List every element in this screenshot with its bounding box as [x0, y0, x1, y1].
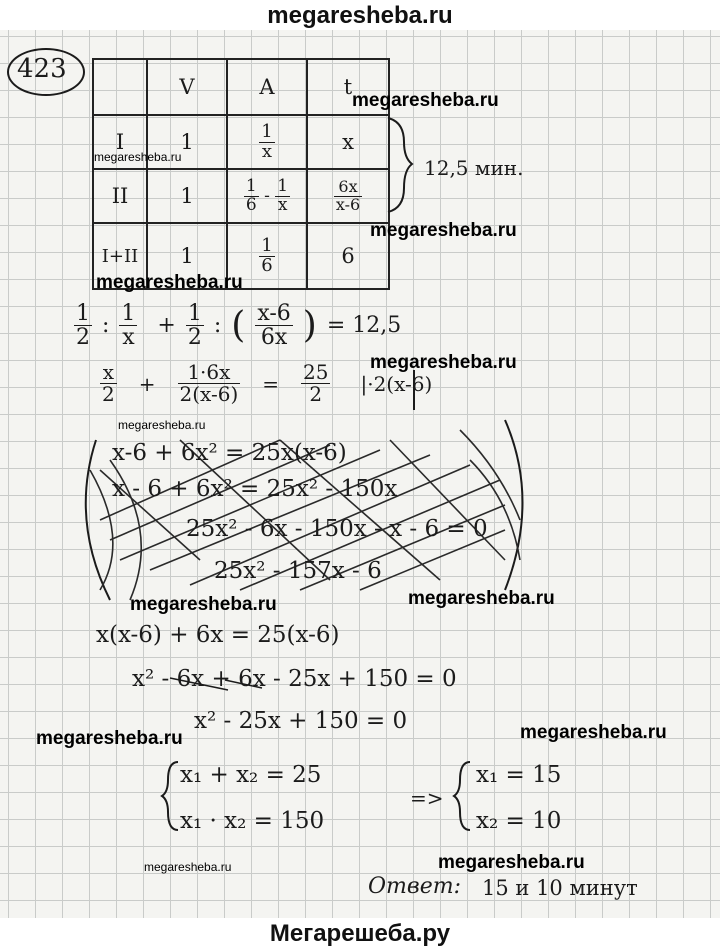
- site-header[interactable]: megaresheba.ru: [267, 2, 453, 29]
- table-header-t: t: [307, 59, 389, 115]
- site-footer[interactable]: Мегарешеба.ру: [269, 920, 451, 947]
- brace-note: 12,5 мин.: [424, 156, 524, 180]
- watermark[interactable]: megaresheba.ru: [438, 852, 585, 873]
- frac-den: 2: [76, 325, 90, 351]
- equation-1: [74, 302, 401, 349]
- task-number: 423: [17, 54, 67, 84]
- frac-num: 1: [261, 234, 273, 256]
- implies-arrow: =>: [410, 786, 444, 810]
- operator: :: [213, 313, 222, 339]
- cell-t: x: [307, 115, 389, 169]
- solution-line-1: x(x-6) + 6x = 25(x-6): [96, 622, 340, 648]
- frac-den: 6: [245, 194, 257, 215]
- answer-value: 15 и 10 минут: [482, 876, 638, 900]
- crossed-line: 25x² - 6x - 150x - x - 6 = 0: [186, 516, 488, 542]
- table-header-v: V: [147, 59, 227, 115]
- roots-brace: [454, 762, 470, 830]
- frac-den: 2: [102, 382, 115, 406]
- crossed-line: 25x² - 157x - 6: [214, 558, 382, 584]
- frac-num: 1: [121, 301, 136, 326]
- root-1: x₁ = 15: [476, 762, 562, 788]
- frac-num: 1: [277, 175, 289, 196]
- frac-num: x-6: [257, 301, 291, 326]
- frac-den: 2: [309, 382, 323, 406]
- crossed-line: x-6 + 6x² = 25x(x-6): [112, 440, 347, 466]
- multiplier: |·2(x-6): [360, 371, 433, 396]
- cell-v: 1: [147, 223, 227, 289]
- frac-den: x: [277, 194, 288, 215]
- frac-den: 6: [261, 254, 273, 276]
- operator: +: [138, 371, 156, 396]
- frac-num: x: [100, 362, 117, 384]
- watermark[interactable]: megaresheba.ru: [96, 272, 243, 293]
- cell-v: 1: [147, 169, 227, 223]
- cell-v: 1: [147, 115, 227, 169]
- row-label: II: [93, 169, 147, 223]
- watermark[interactable]: megaresheba.ru: [130, 594, 277, 615]
- watermark[interactable]: megaresheba.ru: [144, 860, 232, 874]
- frac-den: 2: [187, 325, 202, 351]
- frac-num: 1: [261, 120, 273, 142]
- row-label: I: [93, 115, 147, 169]
- solution-line-3: x² - 25x + 150 = 0: [194, 708, 408, 734]
- paren-close: ): [302, 305, 317, 347]
- frac-num: 6x: [334, 179, 362, 197]
- frac-den: x-6: [335, 194, 361, 214]
- cell-t: 6: [307, 223, 389, 289]
- rhs: = 12,5: [326, 313, 402, 339]
- frac-den: 2(x-6): [179, 382, 239, 406]
- vieta-sum: x₁ + x₂ = 25: [180, 762, 322, 788]
- frac-num: 1: [187, 301, 202, 326]
- vieta-brace: [162, 762, 178, 830]
- frac-den: x: [122, 325, 135, 351]
- minus-sign: -: [264, 185, 270, 206]
- operator: +: [157, 313, 176, 339]
- operator: =: [262, 371, 280, 396]
- frac-den: x: [261, 140, 273, 162]
- table-header-a: A: [227, 59, 307, 115]
- paren-open: (: [231, 305, 246, 347]
- curly-brace: [388, 118, 412, 212]
- watermark[interactable]: megaresheba.ru: [370, 220, 517, 241]
- operator: :: [102, 313, 110, 339]
- watermark[interactable]: megaresheba.ru: [408, 588, 555, 609]
- root-2: x₂ = 10: [476, 808, 562, 834]
- solution-line-2: x² - 6x + 6x - 25x + 150 = 0: [132, 666, 457, 692]
- watermark[interactable]: megaresheba.ru: [94, 150, 182, 164]
- crossed-line: x - 6 + 6x² = 25x² - 150x: [112, 476, 398, 502]
- vieta-product: x₁ · x₂ = 150: [180, 808, 325, 834]
- watermark[interactable]: megaresheba.ru: [352, 90, 499, 111]
- answer-label: Ответ:: [368, 874, 461, 899]
- watermark[interactable]: megaresheba.ru: [118, 418, 206, 432]
- frac-den: 6x: [260, 325, 288, 351]
- frac-num: 1: [245, 175, 257, 196]
- watermark[interactable]: megaresheba.ru: [520, 722, 667, 743]
- frac-num: 25: [303, 360, 329, 384]
- watermark[interactable]: megaresheba.ru: [370, 352, 517, 373]
- frac-num: 1: [76, 301, 90, 326]
- frac-num: 1·6x: [178, 362, 241, 384]
- row-label: I+II: [93, 223, 147, 289]
- watermark[interactable]: megaresheba.ru: [36, 728, 183, 749]
